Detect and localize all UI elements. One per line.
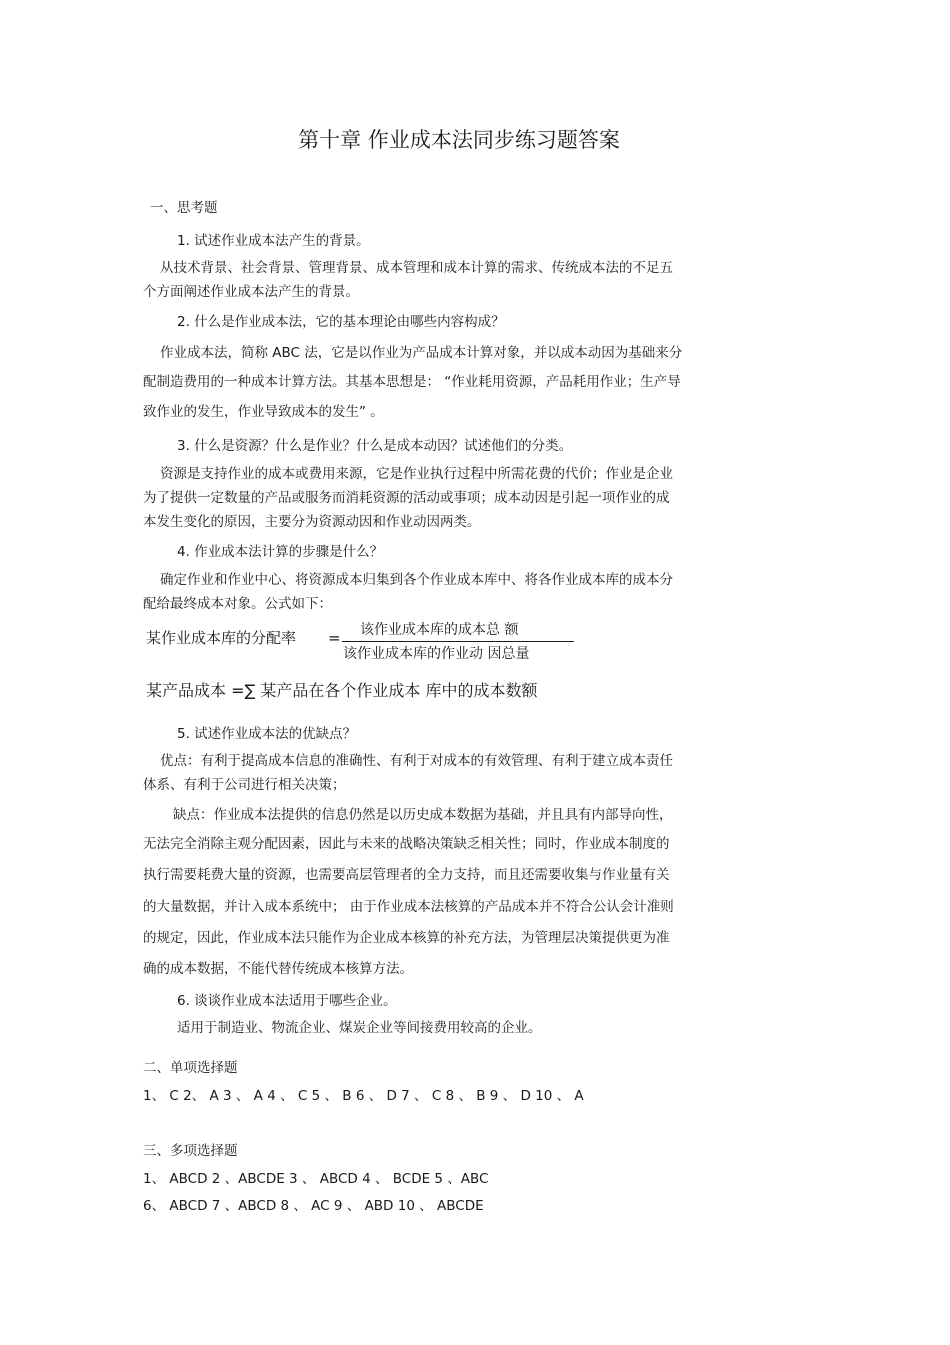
answer-3-line-1: 资源是支持作业的成本或费用来源，它是作业执行过程中所需花费的代价；作业是企业 [160, 466, 673, 482]
pros-line-2: 体系、有利于公司进行相关决策； [143, 777, 346, 793]
answer-2-line-3: 致作业的发生，作业导致成本的发生” 。 [143, 404, 384, 420]
question-4: 4. 作业成本法计算的步骤是什么？ [177, 544, 384, 560]
cons-line-4: 的大量数据，并计入成本系统中； 由于作业成本法核算的产品成本并不符合公认会计准则 [143, 899, 674, 915]
pros-line-1: 优点：有利于提高成本信息的准确性、有利于对成本的有效管理、有利于建立成本责任 [160, 753, 673, 769]
answer-1-line-2: 个方面阐述作业成本法产生的背景。 [143, 284, 359, 300]
formula2: 某产品成本 =∑ 某产品在各个作业成本 库中的成本数额 [146, 681, 538, 700]
page-title: 第十章 作业成本法同步练习题答案 [298, 128, 620, 152]
question-1: 1. 试述作业成本法产生的背景。 [177, 233, 370, 249]
formula1-numerator: 该作业成本库的成本总 额 [360, 622, 519, 638]
answer-3-line-3: 本发生变化的原因，主要分为资源动因和作业动因两类。 [143, 514, 481, 530]
formula1-fraction-bar [342, 641, 574, 642]
answer-3-line-2: 为了提供一定数量的产品或服务而消耗资源的活动或事项；成本动因是引起一项作业的成 [143, 490, 670, 506]
cons-line-5: 的规定，因此，作业成本法只能作为企业成本核算的补充方法，为管理层决策提供更为准 [143, 930, 670, 946]
answer-2-line-2: 配制造费用的一种成本计算方法。其基本思想是： “作业耗用资源，产品耗用作业；生产导 [143, 374, 681, 390]
cons-line-2: 无法完全消除主观分配因素，因此与未来的战略决策缺乏相关性；同时，作业成本制度的 [143, 836, 670, 852]
formula1-lhs: 某作业成本库的分配率 [146, 629, 297, 647]
question-5: 5. 试述作业成本法的优缺点？ [177, 726, 357, 742]
answer-4-line-2: 配给最终成本对象。公式如下： [143, 596, 332, 612]
cons-line-3: 执行需要耗费大量的资源，也需要高层管理者的全力支持，而且还需要收集与作业量有关 [143, 867, 670, 883]
single-choice-answers: 1、 C 2、 A 3 、 A 4 、 C 5 、 B 6 、 D 7 、 C 8 、 B 9 、 D 10 、 A [143, 1088, 584, 1104]
section-heading-single-choice: 二、单项选择题 [143, 1060, 238, 1076]
formula1-equals: = [328, 629, 341, 647]
question-6: 6. 谈谈作业成本法适用于哪些企业。 [177, 993, 397, 1009]
multiple-choice-answers-line-2: 6、 ABCD 7 、ABCD 8 、 AC 9 、 ABD 10 、 ABCDE [143, 1198, 484, 1214]
cons-line-1: 缺点：作业成本法提供的信息仍然是以历史成本数据为基础，并且具有内部导向性， [173, 807, 673, 823]
answer-4-line-1: 确定作业和作业中心、将资源成本归集到各个作业成本库中、将各作业成本库的成本分 [160, 572, 673, 588]
multiple-choice-answers-line-1: 1、 ABCD 2 、ABCDE 3 、 ABCD 4 、 BCDE 5 、ABC [143, 1171, 489, 1187]
question-2: 2. 什么是作业成本法，它的基本理论由哪些内容构成？ [177, 314, 505, 330]
cons-line-6: 确的成本数据，不能代替传统成本核算方法。 [143, 961, 413, 977]
answer-1-line-1: 从技术背景、社会背景、管理背景、成本管理和成本计算的需求、传统成本法的不足五 [160, 260, 673, 276]
question-3: 3. 什么是资源？什么是作业？什么是成本动因？试述他们的分类。 [177, 438, 573, 454]
answer-2-line-1: 作业成本法，简称 ABC 法，它是以作业为产品成本计算对象，并以成本动因为基础来分 [160, 345, 683, 361]
section-heading-thinking: 一、思考题 [150, 200, 218, 216]
section-heading-multiple-choice: 三、多项选择题 [143, 1143, 238, 1159]
answer-6: 适用于制造业、物流企业、煤炭企业等间接费用较高的企业。 [177, 1020, 542, 1036]
formula1-denominator: 该作业成本库的作业动 因总量 [343, 646, 530, 662]
